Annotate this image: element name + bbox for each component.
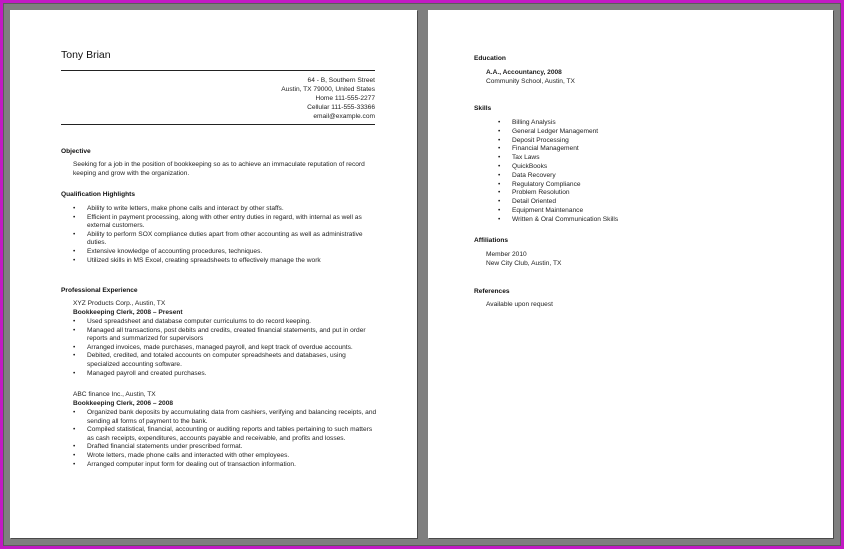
job-1-title: Bookkeeping Clerk, 2008 – Present bbox=[73, 309, 183, 316]
contact-block bbox=[281, 76, 375, 121]
list-item: • Ability to write letters, make phone calls and interact by other staffs. bbox=[73, 205, 379, 214]
header-divider-top bbox=[61, 70, 375, 71]
list-item: • Problem Resolution bbox=[498, 189, 758, 198]
list-item: • Utilized skills in MS Excel, creating spreadsheets to effectively manage the work bbox=[73, 257, 379, 266]
job-2-company: ABC finance Inc., Austin, TX bbox=[73, 391, 156, 398]
list-item: • Wrote letters, made phone calls and interacted with other employees. bbox=[73, 452, 379, 461]
list-item: • Written & Oral Communication Skills bbox=[498, 216, 758, 225]
contact-home-phone: Home 111-555-2277 bbox=[315, 95, 375, 102]
page-2 bbox=[428, 10, 833, 538]
document-viewer bbox=[3, 3, 841, 546]
contact-cell-phone: Cellular 111-555-33366 bbox=[307, 104, 375, 111]
list-item: • Efficient in payment processing, along with other entry duties in regard, with internal as well as external customers. bbox=[73, 214, 379, 231]
list-item: • Tax Laws bbox=[498, 154, 758, 163]
list-item: • Arranged computer input form for dealing out of transaction information. bbox=[73, 461, 379, 470]
education-school: Community School, Austin, TX bbox=[486, 78, 575, 85]
list-item: • Financial Management bbox=[498, 145, 758, 154]
experience-heading: Professional Experience bbox=[61, 287, 138, 294]
resume-name: Tony Brian bbox=[61, 49, 111, 61]
job-2-title: Bookkeeping Clerk, 2006 – 2008 bbox=[73, 400, 174, 407]
header-divider-bottom bbox=[61, 124, 375, 125]
skills-heading: Skills bbox=[474, 105, 492, 112]
list-item: • Organized bank deposits by accumulating data from cashiers, verifying and balancing receipts, and sending all forms of payment to the bank. bbox=[73, 409, 379, 426]
affiliations-line-1: Member 2010 bbox=[486, 251, 527, 258]
affiliations-line-2: New City Club, Austin, TX bbox=[486, 260, 562, 267]
references-heading: References bbox=[474, 288, 510, 295]
list-item: • Managed payroll and created purchases. bbox=[73, 370, 379, 379]
job-1-duties bbox=[73, 318, 379, 378]
list-item: • Drafted financial statements under prescribed format. bbox=[73, 443, 379, 452]
list-item: • Detail Oriented bbox=[498, 198, 758, 207]
list-item: • Extensive knowledge of accounting procedures, techniques. bbox=[73, 248, 379, 257]
contact-email: email@example.com bbox=[313, 113, 375, 120]
list-item: • Equipment Maintenance bbox=[498, 207, 758, 216]
qualifications-list bbox=[73, 205, 379, 265]
contact-address: 64 - B, Southern Street bbox=[307, 77, 375, 84]
list-item: • Data Recovery bbox=[498, 172, 758, 181]
list-item: • Deposit Processing bbox=[498, 137, 758, 146]
education-heading: Education bbox=[474, 55, 506, 62]
contact-city: Austin, TX 79000, United States bbox=[281, 86, 375, 93]
page-1 bbox=[10, 10, 417, 538]
list-item: • Used spreadsheet and database computer curriculums to do record keeping. bbox=[73, 318, 379, 327]
qualifications-heading: Qualification Highlights bbox=[61, 191, 135, 198]
list-item: • General Ledger Management bbox=[498, 128, 758, 137]
list-item: • Compiled statistical, financial, accounting or auditing reports and tables pertaining to such matters as cash receipts, expenditures, accounts payable and receivable, and profits and losses. bbox=[73, 426, 379, 443]
job-1-company: XYZ Products Corp., Austin, TX bbox=[73, 300, 166, 307]
list-item: • Arranged invoices, made purchases, managed payroll, and kept track of overdue accounts. bbox=[73, 344, 379, 353]
education-degree: A.A., Accountancy, 2008 bbox=[486, 69, 562, 76]
list-item: • Debited, credited, and totaled accounts on computer spreadsheets and databases, using specialized accounting software. bbox=[73, 352, 379, 369]
list-item: • Regulatory Compliance bbox=[498, 181, 758, 190]
objective-heading: Objective bbox=[61, 148, 91, 155]
job-2-duties bbox=[73, 409, 379, 469]
references-text: Available upon request bbox=[486, 301, 553, 308]
list-item: • QuickBooks bbox=[498, 163, 758, 172]
list-item: • Managed all transactions, post debits and credits, created financial statements, and put in order reports and summarized for supervisors bbox=[73, 327, 379, 344]
list-item: • Ability to perform SOX compliance duties apart from other accounting as well as administrative duties. bbox=[73, 231, 379, 248]
objective-text: Seeking for a job in the position of bookkeeping so as to achieve an immaculate reputation of record keeping and grow with the organization. bbox=[73, 161, 365, 177]
affiliations-heading: Affiliations bbox=[474, 237, 509, 244]
list-item: • Billing Analysis bbox=[498, 119, 758, 128]
skills-list bbox=[498, 119, 758, 225]
